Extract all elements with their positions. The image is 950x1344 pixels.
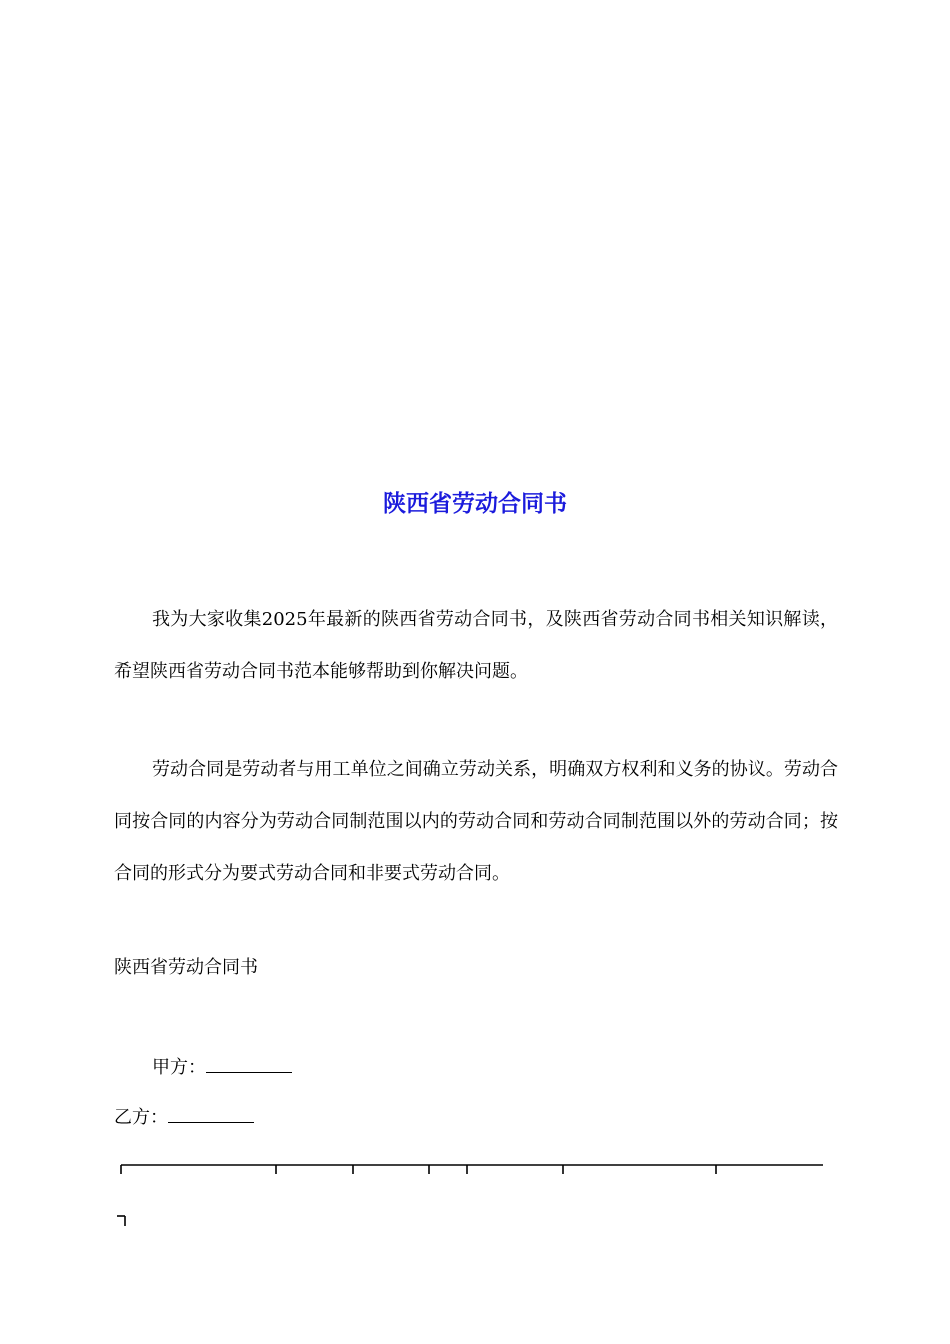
contract-subheading: 陕西省劳动合同书 [114, 957, 258, 978]
party-b-line [114, 1103, 254, 1133]
table-top-border [120, 1163, 824, 1175]
party-b-label: 乙方： [114, 1107, 168, 1128]
party-a-label: 甲方： [152, 1057, 206, 1078]
document-title: 陕西省劳动合同书 [383, 490, 567, 517]
party-a-line [152, 1053, 292, 1083]
table-corner-mark [116, 1213, 128, 1227]
intro-paragraph: 我为大家收集2025年最新的陕西省劳动合同书，及陕西省劳动合同书相关知识解读，希望陕西省劳动合同书范本能够帮助到你解决问题。 [114, 609, 838, 682]
party-a-blank[interactable] [206, 1056, 292, 1073]
definition-paragraph: 劳动合同是劳动者与用工单位之间确立劳动关系，明确双方权利和义务的协议。劳动合同按合同的内容分为劳动合同制范围以内的劳动合同和劳动合同制范围以外的劳动合同；按合同的形式分为要式劳动合同和非要式劳动合同。 [114, 759, 838, 884]
party-b-blank[interactable] [168, 1106, 254, 1123]
